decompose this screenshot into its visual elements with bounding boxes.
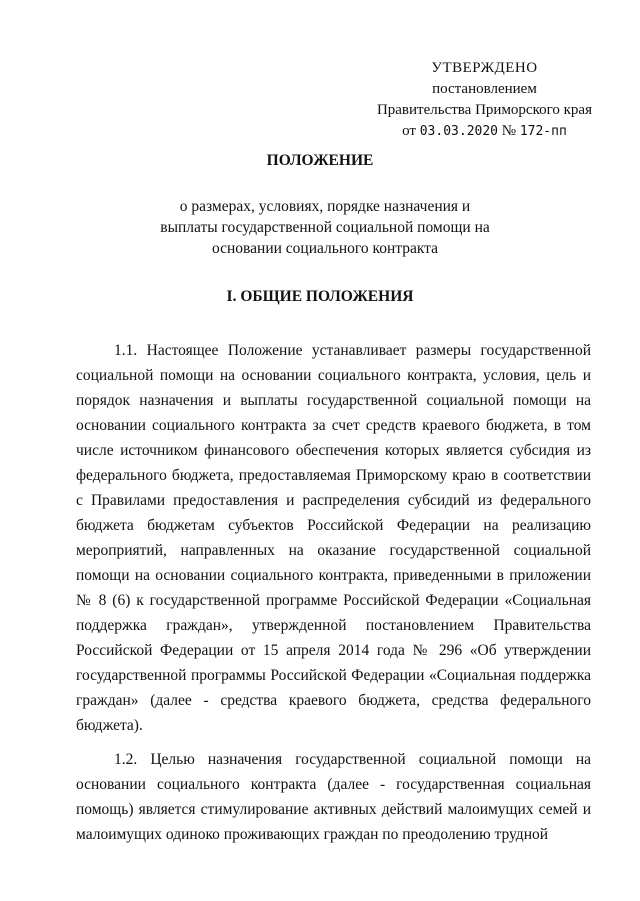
document-body	[76, 338, 591, 856]
number-sign: №	[501, 123, 517, 139]
document-subtitle: о размерах, условиях, порядке назначения и выплаты государственной социальной помощи на основании социального контракта	[160, 198, 490, 257]
approval-block	[377, 58, 592, 142]
approval-date: 03.03.2020	[419, 124, 499, 139]
section-heading: I. ОБЩИЕ ПОЛОЖЕНИЯ	[226, 288, 414, 305]
date-prefix: от	[402, 123, 416, 139]
approval-date-line	[377, 121, 592, 142]
approval-stamp: УТВЕРЖДЕНО	[431, 60, 538, 76]
paragraph-1-1: 1.1. Настоящее Положение устанавливает размеры государственной социальной помощи на основании социального контракта, условия, цель и порядок назначения и выплаты государственной социальной помощи на основании социального контракта за счет средств краевого бюджета, в том числе источником финансового обеспечения которых является субсидия из федерального бюджета, предоставляемая Приморскому краю в соответствии с Правилами предоставления и распределения субсидий из федерального бюджета бюджетам субъектов Российской Федерации на реализацию мероприятий, направленных на оказание государственной социальной помощи на основании социального контракта, приведенными в приложении № 8 (6) к государственной программе Российской Федерации «Социальная поддержка граждан», утвержденной постановлением Правительства Российской Федерации от 15 апреля 2014 года № 296 «Об утверждении государственной программы Российской Федерации «Социальная поддержка граждан» (далее - средства краевого бюджета, средства федерального бюджета).	[76, 342, 591, 734]
approval-number: 172-пп	[519, 124, 567, 139]
approval-line-1: постановлением	[432, 81, 537, 97]
document-title: ПОЛОЖЕНИЕ	[266, 152, 374, 169]
approval-line-2: Правительства Приморского края	[376, 102, 592, 118]
paragraph-1-2: 1.2. Целью назначения государственной социальной помощи на основании социального контракта (далее - государственная социальная помощь) является стимулирование активных действий малоимущих семей и малоимущих одиноко проживающих граждан по преодолению трудной	[76, 751, 591, 843]
